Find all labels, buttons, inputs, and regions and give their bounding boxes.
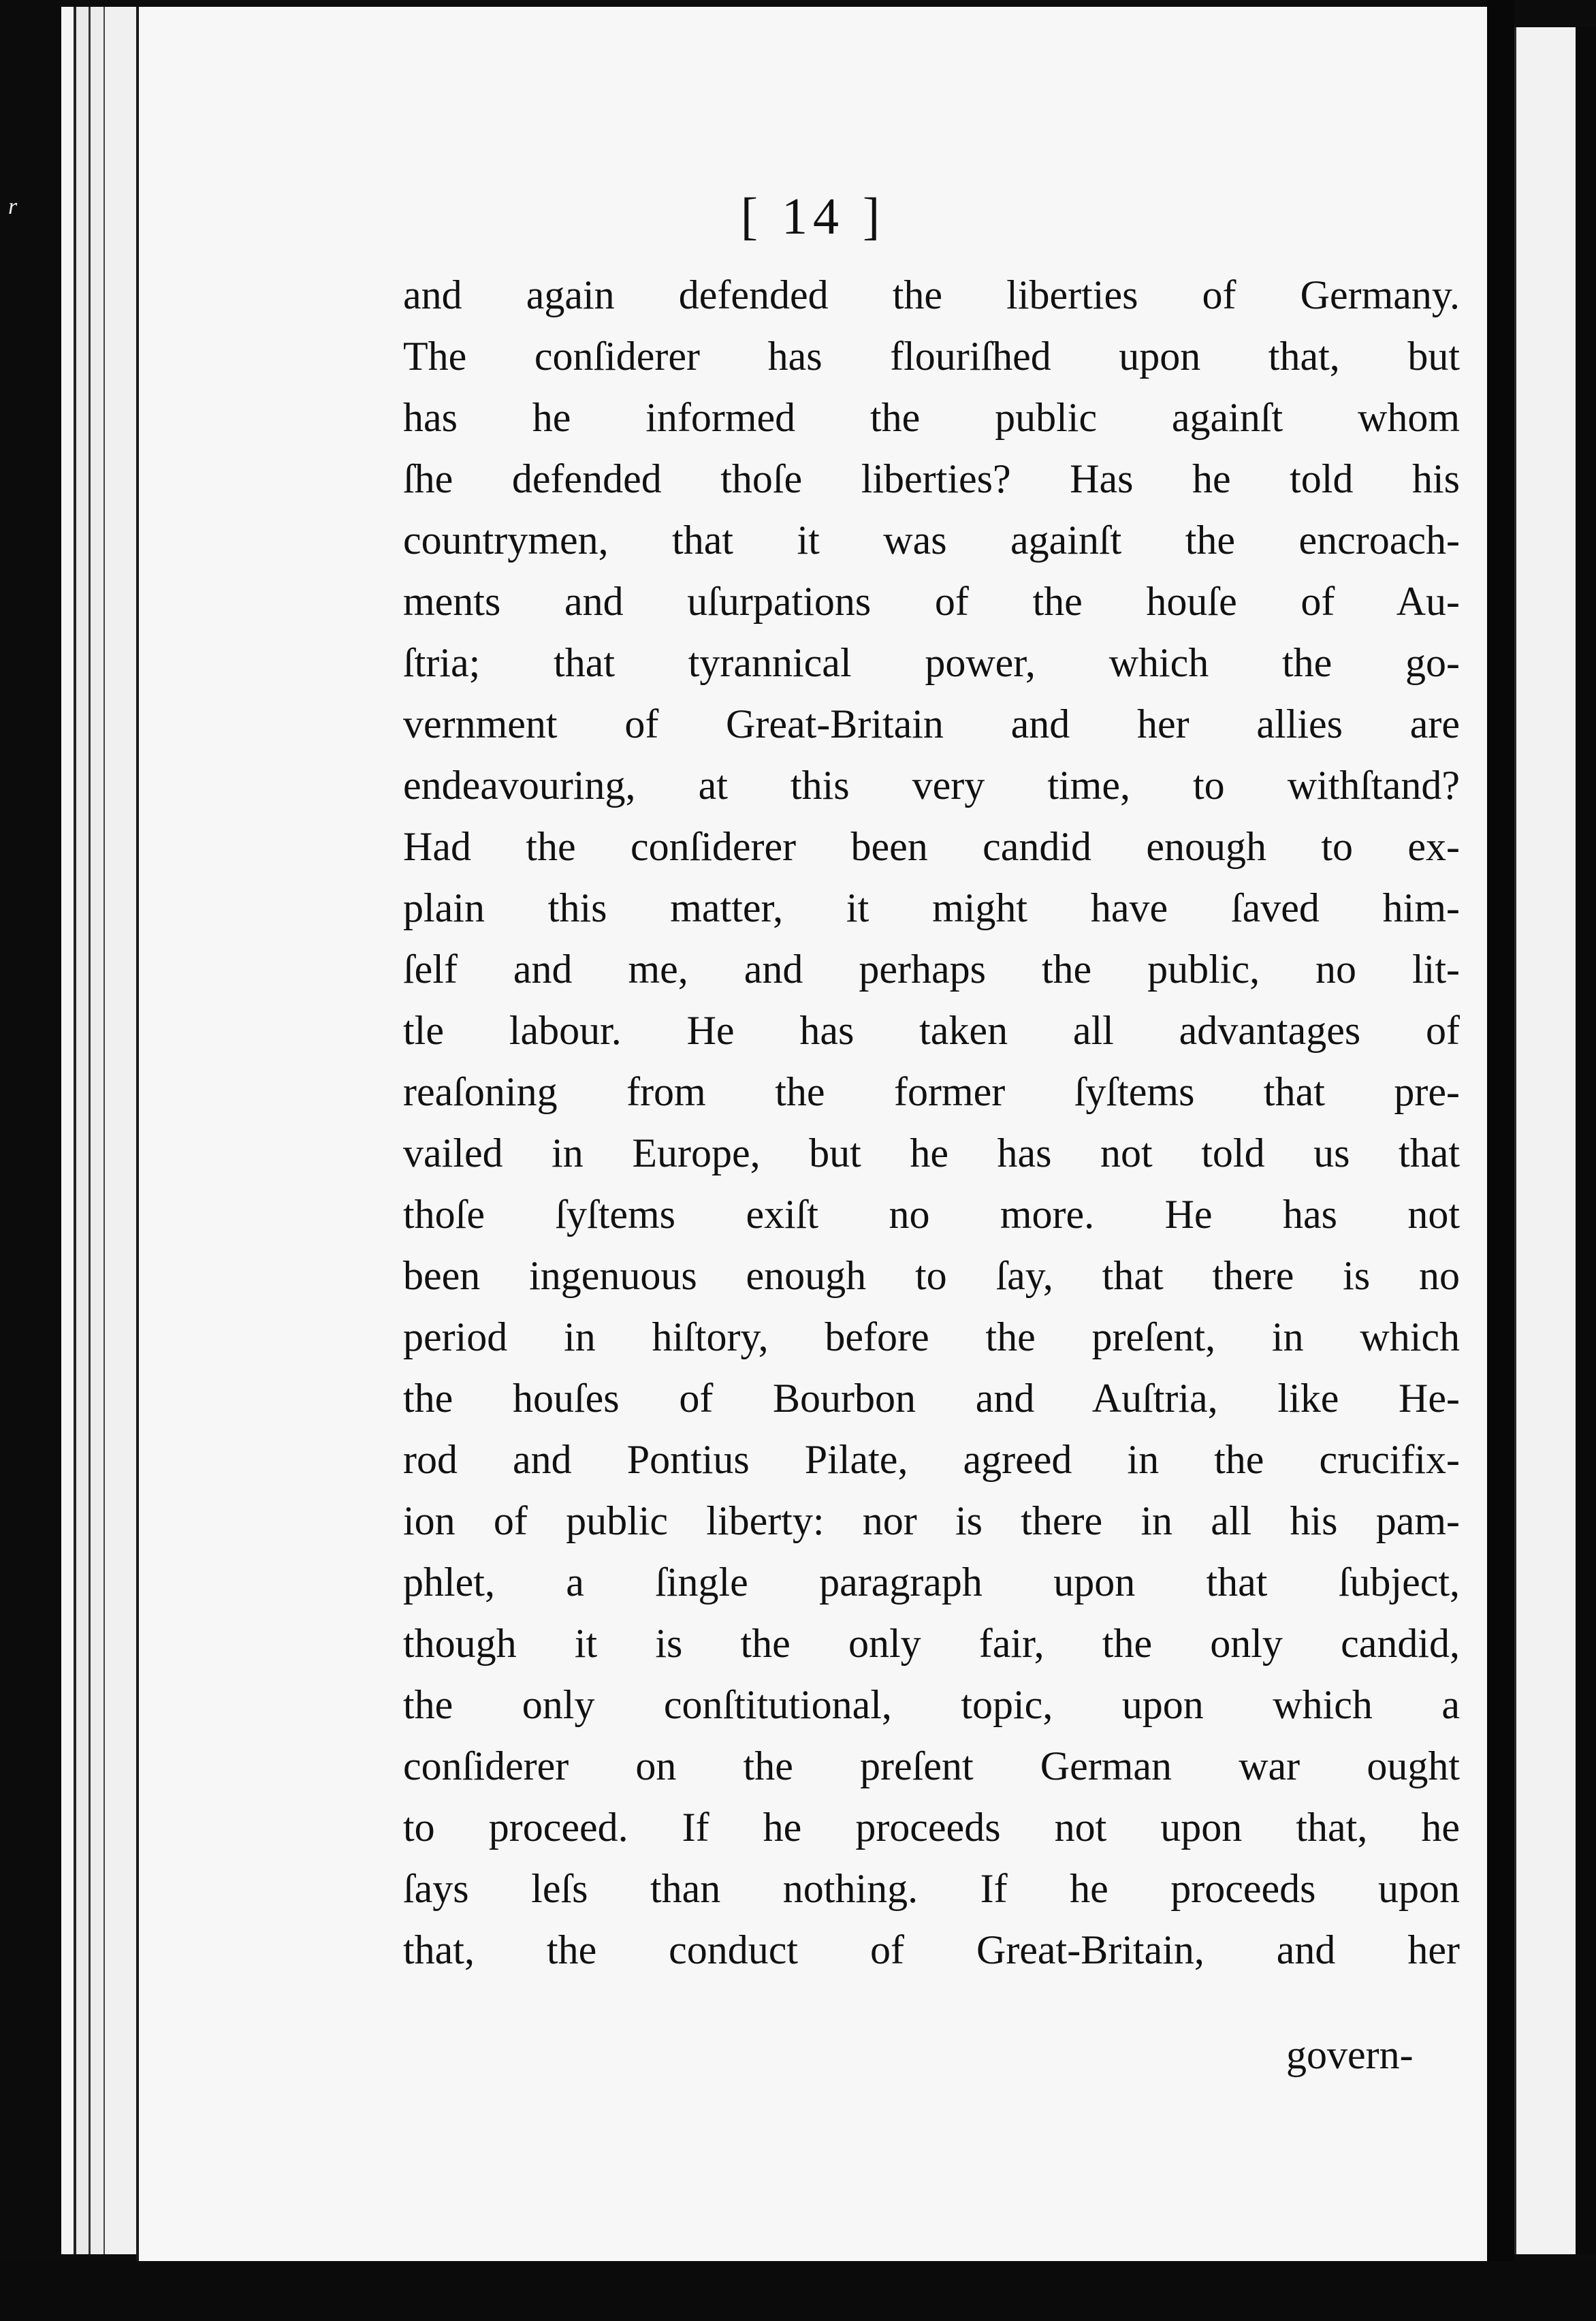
- text-line: period in hiſtory, before the preſent, in which: [403, 1314, 1460, 1359]
- text-line: the only conſtitutional, topic, upon which a: [403, 1682, 1460, 1727]
- text-line: thoſe ſyſtems exiſt no more. He has not: [403, 1192, 1460, 1237]
- text-line: tle labour. He has taken all advantages of: [403, 1008, 1460, 1053]
- text-line: Had the conſiderer been candid enough to ex-: [403, 824, 1460, 869]
- book-page: [136, 7, 1487, 2261]
- scan-bottom-border: [0, 2261, 1596, 2321]
- text-line: reaſoning from the former ſyſtems that pre-: [403, 1069, 1460, 1114]
- text-line: The conſiderer has flouriſhed upon that, but: [403, 334, 1460, 379]
- text-line: ſhe defended thoſe liberties? Has he told his: [403, 456, 1460, 501]
- text-line: ion of public liberty: nor is there in all his pam-: [403, 1498, 1460, 1543]
- text-line: ſelf and me, and perhaps the public, no lit-: [403, 947, 1460, 992]
- text-line: rod and Pontius Pilate, agreed in the crucifix-: [403, 1437, 1460, 1482]
- page-edges: [61, 7, 136, 2254]
- page-number: [ 14 ]: [740, 188, 886, 245]
- text-line: vailed in Europe, but he has not told us that: [403, 1131, 1460, 1175]
- text-line: phlet, a ſingle paragraph upon that ſubject,: [403, 1560, 1460, 1605]
- text-line: ments and uſurpations of the houſe of Au-: [403, 579, 1460, 624]
- text-line: though it is the only fair, the only candid,: [403, 1621, 1460, 1666]
- body-text: [403, 264, 1460, 1980]
- text-line: plain this matter, it might have ſaved him-: [403, 885, 1460, 930]
- text-line: has he informed the public againſt whom: [403, 395, 1460, 440]
- adjacent-page-shadow: [1576, 27, 1596, 2254]
- text-line: the houſes of Bourbon and Auſtria, like He-: [403, 1376, 1460, 1421]
- text-line: ſtria; that tyrannical power, which the go-: [403, 640, 1460, 685]
- text-line: ſays leſs than nothing. If he proceeds upon: [403, 1866, 1460, 1911]
- text-line: been ingenuous enough to ſay, that there is no: [403, 1253, 1460, 1298]
- text-line: that, the conduct of Great-Britain, and her: [403, 1927, 1460, 1972]
- text-line: and again defended the liberties of Germany.: [403, 272, 1460, 317]
- text-line: countrymen, that it was againſt the encroach-: [403, 518, 1460, 563]
- text-line: endeavouring, at this very time, to withſtand?: [403, 763, 1460, 808]
- gutter-shadow: [1487, 0, 1514, 2321]
- text-line: vernment of Great-Britain and her allies are: [403, 701, 1460, 746]
- text-line: conſiderer on the preſent German war ought: [403, 1743, 1460, 1788]
- adjacent-page-edge: [1514, 27, 1578, 2254]
- margin-mark: r: [8, 194, 18, 219]
- text-line: to proceed. If he proceeds not upon that, he: [403, 1805, 1460, 1850]
- catchword: govern-: [1286, 2032, 1414, 2077]
